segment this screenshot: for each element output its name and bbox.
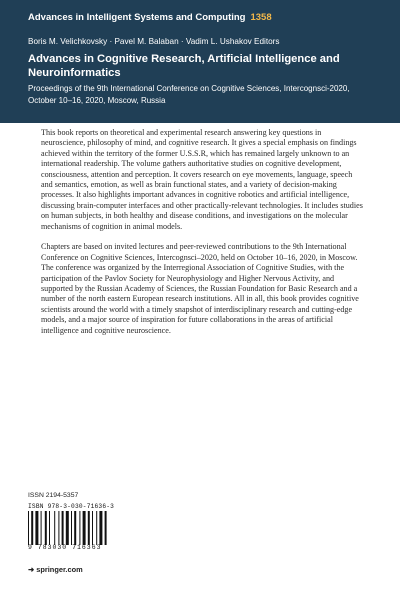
blurb [41, 128, 363, 347]
editors-names: Boris M. Velichkovsky · Pavel M. Balaban · Vadim L. Ushakov [28, 37, 252, 46]
isbn-barcode [28, 503, 120, 559]
isbn-text: ISBN 978-3-030-71636-3 [28, 503, 115, 510]
editors-line [28, 37, 280, 46]
arrow-icon: ➜ [28, 565, 37, 574]
editors-suffix: Editors [254, 37, 280, 46]
blurb-paragraph-1: This book reports on theoretical and experimental research answering key questions in neuroscience, philosophy of mind, and cognitive research. It gives a special emphasis on findings achieved within the territory of the former U.S.S.R, which has remained largely unknown to an international readership. The volume gathers authoritative studies on cognitive development, consciousness, attention and perception. It covers research on eye movements, language, speech and semantics, emotion, as well as brain functional states, and a variety of decision-making processes. It also highlights important advances in cognitive robotics and artificial intelligence, discussing brain-computer interfaces and other practically-relevant technologies. It includes studies on human subjects, in both healthy and disease conditions, and investigations on the molecular mechanisms of cognition in animal models. [41, 128, 363, 231]
publisher-line[interactable] [28, 565, 83, 574]
barcode-digits: 9 783030 716363 [28, 544, 102, 551]
series-name: Advances in Intelligent Systems and Computing [28, 12, 246, 23]
cover-header-band [0, 0, 400, 123]
publisher-url: springer.com [36, 565, 83, 574]
book-title: Advances in Cognitive Research, Artificial Intelligence and Neuroinformatics [28, 53, 340, 79]
volume-number: 1358 [250, 12, 272, 23]
proceedings-subtitle: Proceedings of the 9th International Conference on Cognitive Sciences, Intercognsci-2020, October 10–16, 2020, Moscow, Russia [28, 84, 350, 105]
series-line [28, 12, 272, 23]
barcode-bars [28, 511, 118, 545]
issn-label: ISSN 2194-5357 [28, 492, 79, 499]
blurb-paragraph-2: Chapters are based on invited lectures and peer-reviewed contributions to the 9th International Conference on Cognitive Sciences, Intercognsci–2020, held on October 10–16, 2020, in Moscow. The conference was organized by the Interregional Association of Cognitive Studies, with the participation of the Pavlov Society for Neurophysiology and Higher Nervous Activity, and supported by the Russian Academy of Sciences, the Russian Foundation for Basic Research and a number of the north eastern European research institutions. All in all, this book provides cognitive scientists around the world with a timely snapshot of interdisciplinary research and cutting-edge models, and a major source of inspiration for future collaborations in the areas of artificial intelligence and cognitive neuroscience. [41, 242, 359, 335]
